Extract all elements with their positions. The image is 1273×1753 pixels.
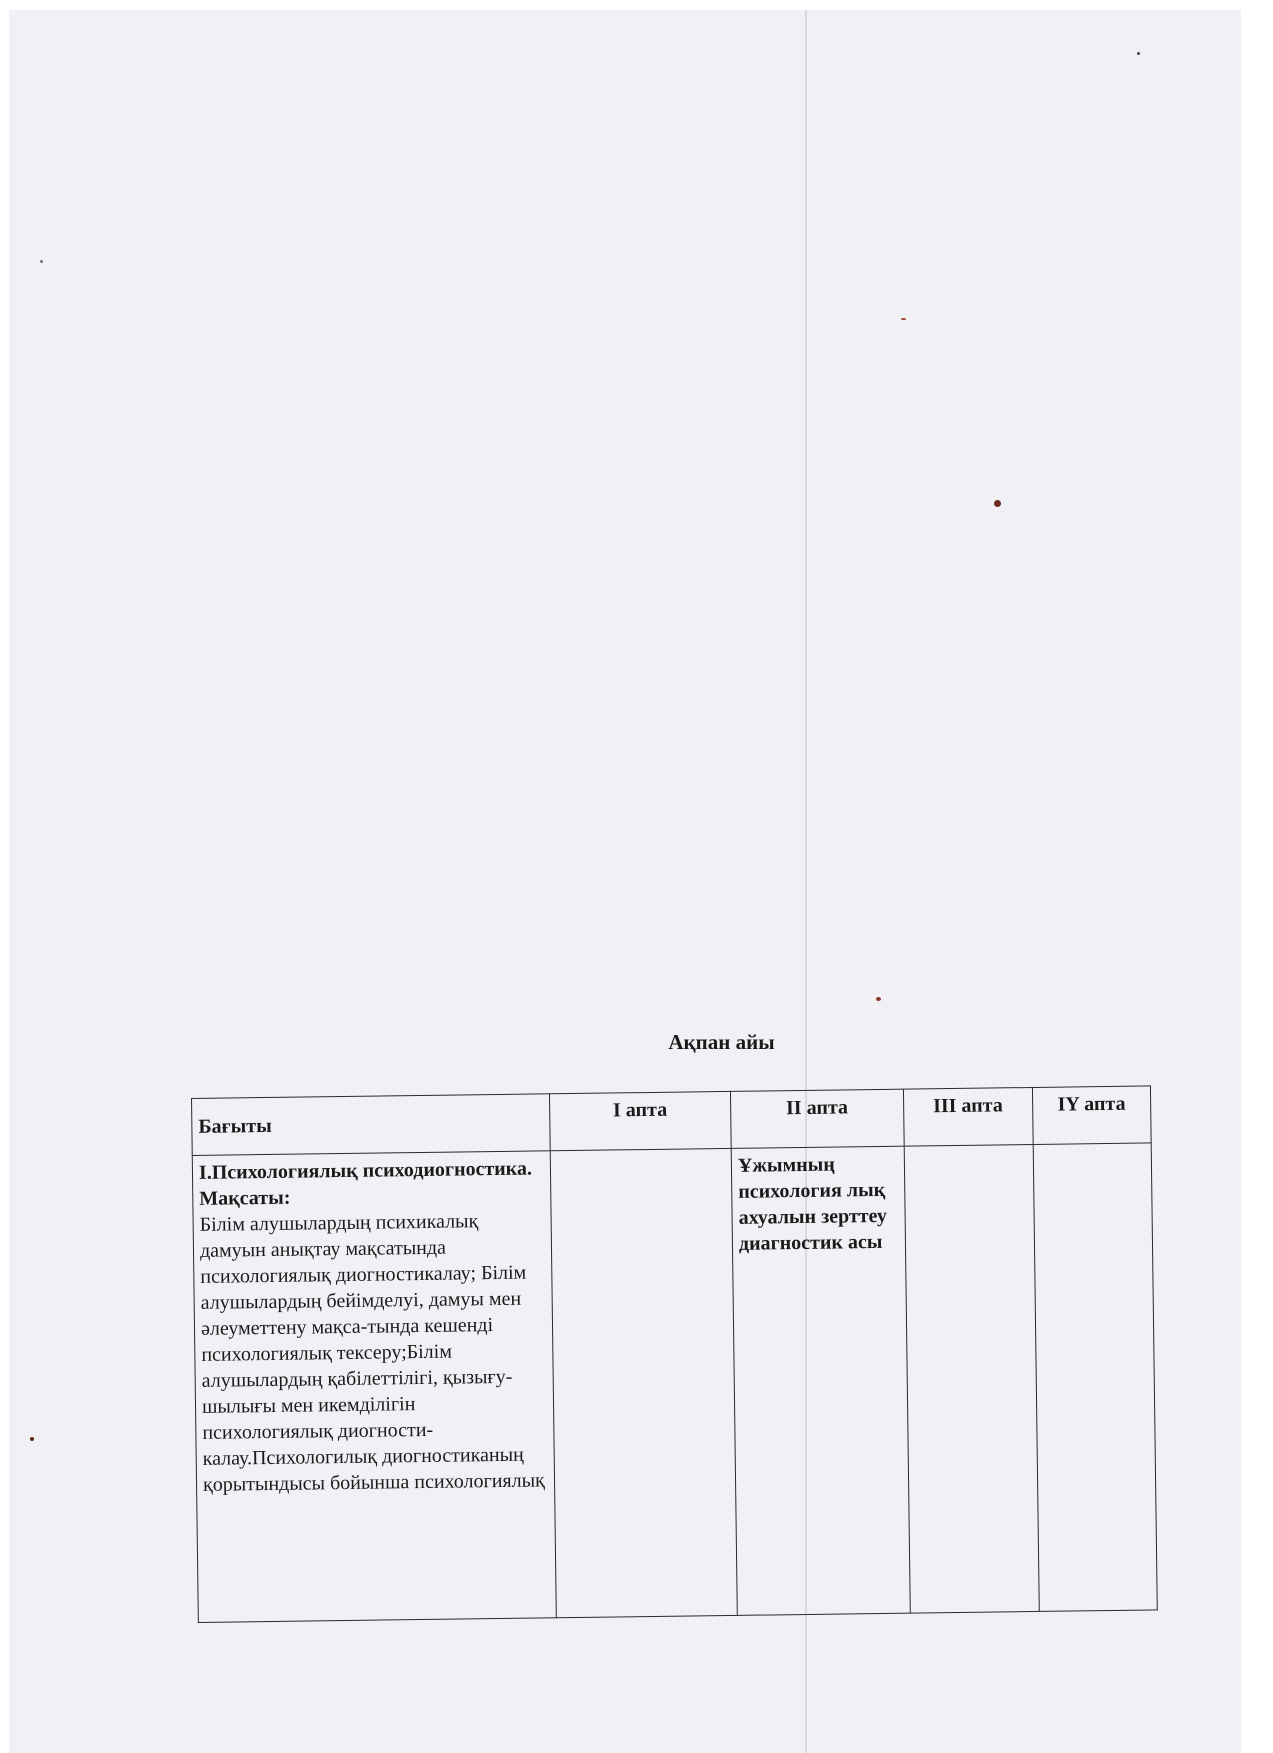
paper-speck [901, 318, 906, 320]
page-title: Ақпан айы [668, 1030, 775, 1054]
header-direction: Бағыты [192, 1094, 551, 1156]
week-2-cell: Ұжымның психология лық ахуалын зерттеу диагностик асы [731, 1146, 910, 1615]
table-row [192, 1143, 1157, 1623]
direction-cell [192, 1151, 556, 1623]
header-week-2: ІІ апта [730, 1089, 903, 1148]
paper-speck [40, 260, 43, 263]
goal-label: Мақсаты: [199, 1186, 291, 1210]
week-3-cell [904, 1144, 1039, 1613]
monthly-plan-table [191, 1085, 1158, 1623]
week-4-cell [1033, 1143, 1157, 1612]
paper-speck [994, 500, 1001, 507]
header-week-1: І апта [549, 1091, 731, 1150]
paper-speck [1137, 52, 1140, 55]
header-week-4: ІY апта [1032, 1086, 1151, 1145]
week-1-cell [550, 1148, 737, 1617]
goal-text: Білім алушылардың психикалық дамуын анықтау мақсатында психологиялық диогностикалау; Білім алушылардың бейімделуі, дамуы мен әлеуметтену мақса-тында кешенді психологиялық тексеру;Білім алушылардың қабілеттілігі, қызығу-шылығы мен икемділігін психологиялық диогности-калау.Психологилық диогностиканың қорытындысы бойынша психологиялық [199, 1210, 545, 1496]
paper-speck [30, 1437, 34, 1441]
direction-title: І.Психологиялық психодиогностика. [198, 1157, 533, 1184]
header-week-3: ІІІ апта [903, 1087, 1033, 1146]
paper-speck [876, 997, 881, 1001]
